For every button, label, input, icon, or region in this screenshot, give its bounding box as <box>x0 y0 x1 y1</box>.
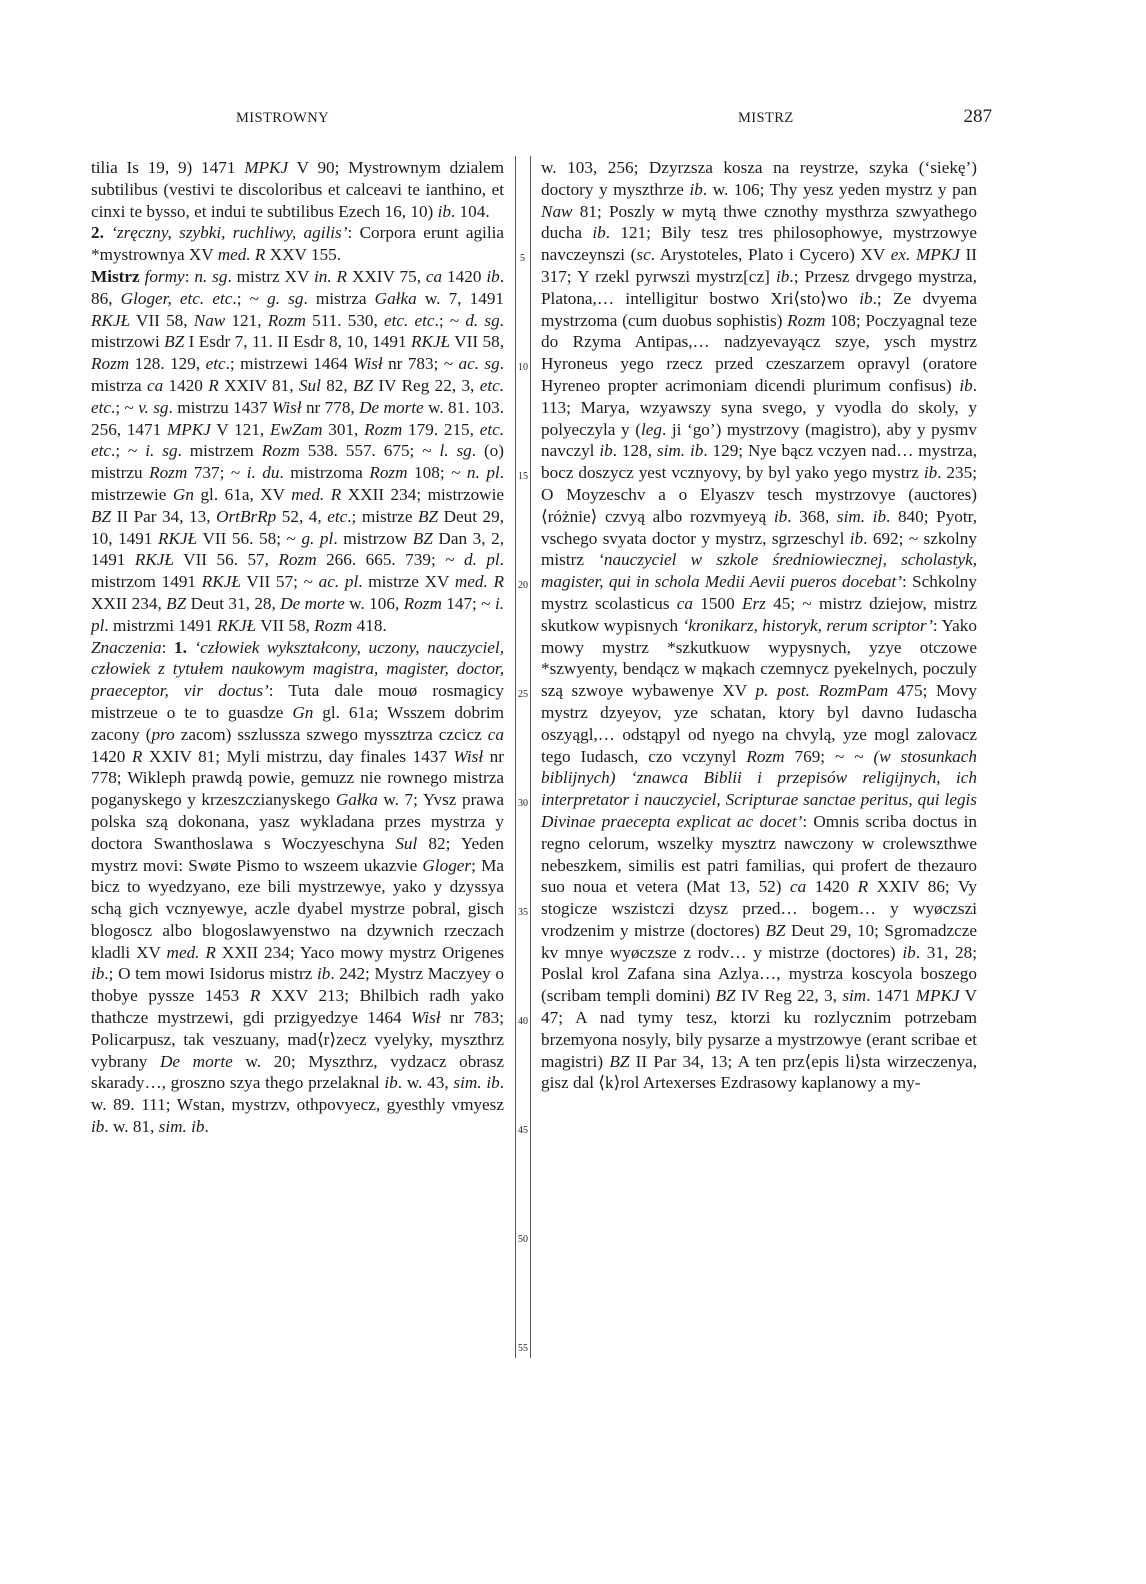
line-number: 30 <box>518 798 528 809</box>
entry-paragraph: w. 103, 256; Dzyrzsza kosza na reystrze, szyka (‘siekę’) doctory y myszthrze ib. w. 106; Thy yesz yeden mystrz y pan Naw 81; Poszly w mytą thwe cznothy mysthrza szwyathego ducha ib. 121; Bily tesz tres philosophowye, mystrzowye navczeynszi (sc. Arystoteles, Plato i Cycero) XV ex. MPKJ II 317; Y rzekl pyrwszi mystrz[cz] ib.; Przesz drvgego mystrza, Platona,… intelligitur bostwo Xri⟨sto⟩wo ib.; Ze dvyema mystrzoma (cum duobus sophistis) Rozm 108; Poczyagnal teze do Rzyma Antipas,… nadzyevayącz szye, ysch mystrz Hyroneus yego rzecz przed czeszarzem opravyl (oratore Hyreneo propter acrimoniam dicendi plurimum confisus) ib. 113; Marya, wzyawszy syna svego, y vyodla do skoly, y polyeczyla y (leg. ji ‘go’) mystrzovy (magistro), aby y pysmv navczyl ib. 128, sim. ib. 129; Nye bącz vczyen nad… mystrza, bocz doszycz yest vcznyovy, by byl yako yego mystrz ib. 235; O Moyzeschv a o Elyaszv tesch mystrzovye (auctores) ⟨różnie⟩ czvyą albo rozvmyeyą ib. 368, sim. ib. 840; Pyotr, vschego svyata doctor y mystrz, sgrzeschyl ib. 692; ~ szkolny mistrz ‘nauczyciel w szkole średniowiecznej, scholastyk, magister, qui in schola Medii Aevii pueros docebat’: Schkolny mystrz scolasticus ca 1500 Erz 45; ~ mistrz dziejow, mistrz skutkow wypisnych ‘kronikarz, historyk, rerum scriptor’: Yako mowy mystrz *szkutkuow wypysnych, yzye otczowe *szwyenty, bendącz w mąkach czemnycz pyekelnych, poczuly szą szwoye wybawenye XV p. post. RozmPam 475; Movy mystrz dzyeyov, yze schatan, ktory byl davno Iudascha oszyągl,… odstąpyl od nyego na chvylą, yze mogl zalovacz tego Iudasch, czo vczynyl Rozm 769; ~ ~ (w stosunkach biblijnych) ‘znawca Biblii i przepisów religijnych, ich interpretator i nauczyciel, Scripturae sanctae peritus, qui legis Divinae praecepta explicat ac docet’: Omnis scriba doctus in regno celorum, wszelky mysztrz nawczony w crolewszthwe nebeszkem, similis est patri familias, qui profert de thezauro suo noua et vetera (Mat 13, 52) ca 1420 R XXIV 86; Vy stogicze wszistczi dzysz przed… bogem… y wyøczszi vrodzenim y mistrze (doctores) BZ Deut 29, 10; Sgromadzcze kv mnye wyøczsze z rodv… y mistrze (doctores) ib. 31, 28; Poslal krol Zafana sina Azlya…, mystrza koscyola boszego (scribam templi domini) BZ IV Reg 22, 3, sim. 1471 MPKJ V 47; A nad tymy tesz, ktorzi ku rozlycznim potrzebam brzemyona nosyly, bily pysarze a mystrzowye (erant scribae et magistri) BZ II Par 34, 13; A ten prz⟨epis li⟩sta wirzeczenya, gisz dal ⟨k⟩rol Artexerses Ezdrasowy kaplanowy a my- <box>541 158 978 1093</box>
header-left-headword: MISTROWNY <box>236 110 330 126</box>
line-number: 50 <box>518 1234 528 1245</box>
line-number: 45 <box>518 1125 528 1136</box>
line-number: 20 <box>518 580 528 591</box>
line-number: 15 <box>518 471 528 482</box>
right-column <box>541 157 977 1094</box>
entry-paragraph: tilia Is 19, 9) 1471 MPKJ V 90; Mystrownym dzialem subtilibus (vestivi te discoloribus et calceavi te ianthino, et cinxi te bysso, et indui te subtilibus Ezech 16, 10) ib. 104. <box>91 158 505 221</box>
line-number: 5 <box>520 253 525 264</box>
entry-paragraph: Mistrz formy: n. sg. mistrz XV in. R XXIV 75, ca 1420 ib. 86, Gloger, etc. etc.; ~ g. sg. mistrza Gałka w. 7, 1491 RKJŁ VII 58, Naw 121, Rozm 511. 530, etc. etc.; ~ d. sg. mistrzowi BZ I Esdr 7, 11. II Esdr 8, 10, 1491 RKJŁ VII 58, Rozm 128. 129, etc.; mistrzewi 1464 Wisł nr 783; ~ ac. sg. mistrza ca 1420 R XXIV 81, Sul 82, BZ IV Reg 22, 3, etc. etc.; ~ v. sg. mistrzu 1437 Wisł nr 778, De morte w. 81. 103. 256, 1471 MPKJ V 121, EwZam 301, Rozm 179. 215, etc. etc.; ~ i. sg. mistrzem Rozm 538. 557. 675; ~ l. sg. (o) mistrzu Rozm 737; ~ i. du. mistrzoma Rozm 108; ~ n. pl. mistrzewie Gn gl. 61a, XV med. R XXII 234; mistrzowie BZ II Par 34, 13, OrtBrRp 52, 4, etc.; mistrze BZ Deut 29, 10, 1491 RKJŁ VII 56. 58; ~ g. pl. mistrzow BZ Dan 3, 2, 1491 RKJŁ VII 56. 57, Rozm 266. 665. 739; ~ d. pl. mistrzom 1491 RKJŁ VII 57; ~ ac. pl. mistrze XV med. R XXII 234, BZ Deut 31, 28, De morte w. 106, Rozm 147; ~ i. pl. mistrzmi 1491 RKJŁ VII 58, Rozm 418. <box>91 266 505 635</box>
running-header <box>0 106 1146 130</box>
left-column <box>91 157 504 1138</box>
line-number: 55 <box>518 1343 528 1354</box>
line-number: 25 <box>518 689 528 700</box>
line-number: 40 <box>518 1016 528 1027</box>
entry-paragraph: Znaczenia: 1. ‘człowiek wykształcony, uczony, nauczyciel, człowiek z tytułem naukowym magistra, magister, doctor, praeceptor, vir doctus’: Tuta dale mouø rosmagicy mistrzeue o te to guasdze Gn gl. 61a; Wsszem dobrim zacony (pro zacom) sszlussza szwego myssztrza czcicz ca 1420 R XXIV 81; Myli mistrzu, day finales 1437 Wisł nr 778; Wikleph prawdą powie, gemuzz nie rownego mistrza poganyskego y krzeszczianyskego Gałka w. 7; Yvsz prawa polska szą dokonana, yasz wykladana przes mystrza y doctora Swanthoslawa s Woczyeschyna Sul 82; Yeden mystrz movi: Swøte Pismo to wszeem ukazvie Gloger; Ma bicz to wyedzyano, eze bili mystrzewye, yako y dzyssya schą gich vcznyewye, aczle dyabel mystrze pobral, gisch blogoscz albo blogoslawyenstwo na dzywnich rzeczach kladli XV med. R XXII 234; Yaco mowy mystrz Origenes ib.; O tem mowi Isidorus mistrz ib. 242; Mystrz Maczyey o thobye pyssze 1453 R XXV 213; Bhilbich radh yako thathcze mystrzewi, gdi przigyedzye 1464 Wisł nr 783; Policarpusz, tak veszuany, mad⟨r⟩zecz vyelyky, myszthrz vybrany De morte w. 20; Myszthrz, vydzacz obrasz skarady…, groszno szya thego przelaknal ib. w. 43, sim. ib. w. 89. 111; Wstan, mystrzv, othpovyecz, gyesthly vmyesz ib. w. 81, sim. ib. <box>91 637 505 1137</box>
line-number: 10 <box>518 362 528 373</box>
header-right-headword: MISTRZ <box>738 110 794 126</box>
entry-paragraph: 2. ‘zręczny, szybki, ruchliwy, agilis’: Corpora erunt agilia *mystrownya XV med. R XXV 155. <box>91 223 505 265</box>
page-number: 287 <box>963 106 992 127</box>
column-divider-right <box>530 156 531 1358</box>
line-number: 35 <box>518 907 528 918</box>
column-divider-left <box>515 156 516 1358</box>
